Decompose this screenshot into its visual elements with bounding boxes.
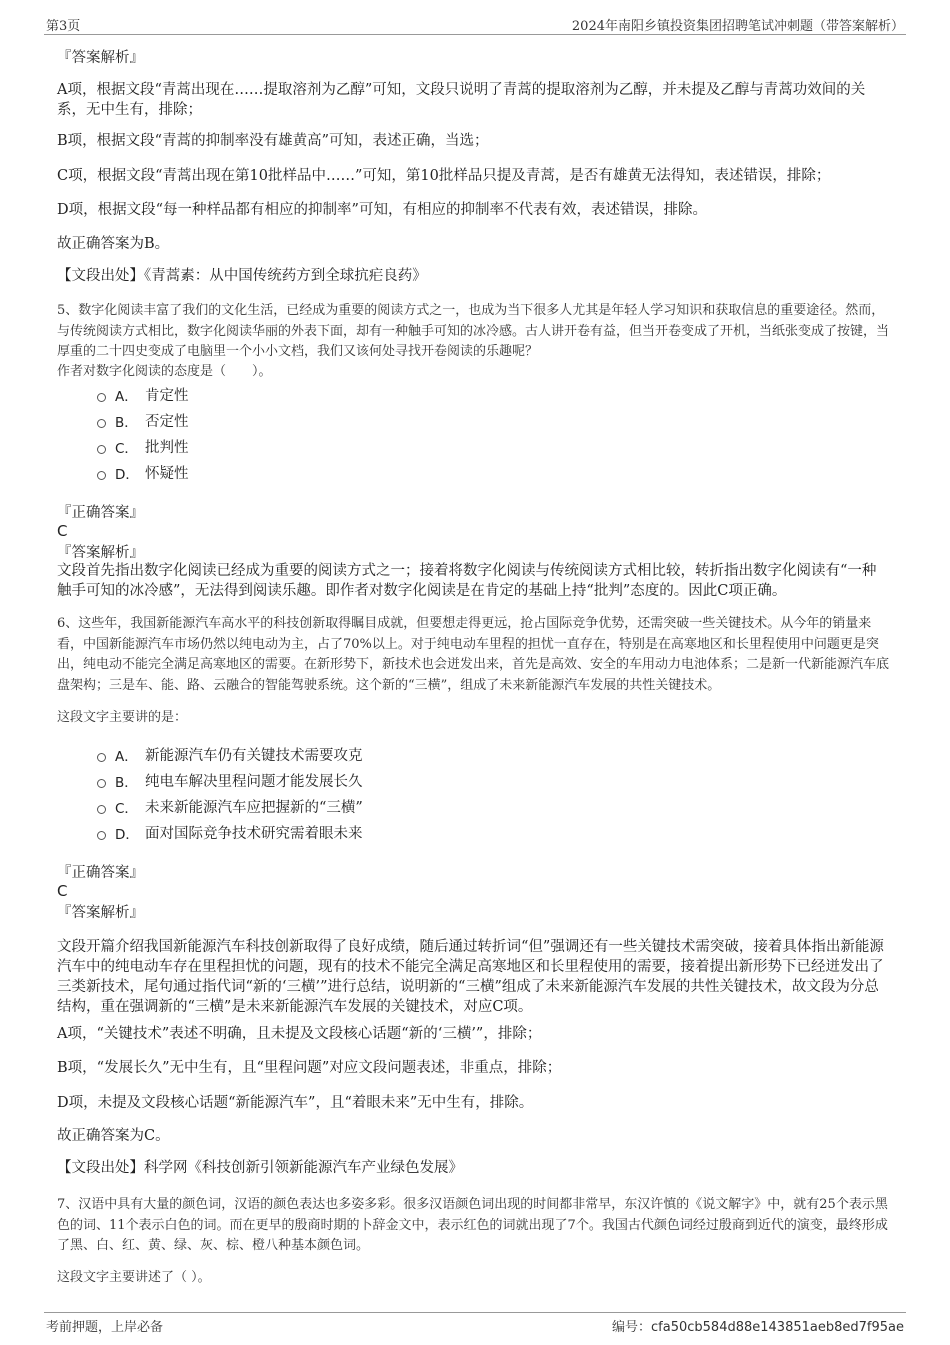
q4-source: 【文段出处】《青蒿素：从中国传统药方到全球抗疟良药》 bbox=[57, 268, 427, 284]
option-text: 肯定性 bbox=[145, 388, 189, 404]
q6-source: 【文段出处】科学网《科技创新引领新能源汽车产业绿色发展》 bbox=[57, 1160, 463, 1176]
footer-code-value: cfa50cb584d88e143851aeb8ed7f95ae bbox=[651, 1320, 904, 1335]
option-letter: B． bbox=[115, 774, 138, 791]
q4-analysis-a: A项，根据文段“青蒿出现在……提取溶剂为乙醇”可知，文段只说明了青蒿的提取溶剂为乙醇，并未提及乙醇与青蒿功效间的关系，无中生有，排除； bbox=[57, 82, 866, 118]
option-text: 批判性 bbox=[145, 440, 189, 456]
q6-stem: 6、这些年，我国新能源汽车高水平的科技创新取得瞩目成就，但要想走得更远，抢占国际竞争优势，还需突破一些关键技术。从今年的销量来看，中国新能源汽车市场仍然以纯电动为主，占了70%以上。对于纯电动车里程的担忧一直存在，特别是在高寒地区和长里程使用中问题更是突出，纯电动不能完全满足高寒地区的需要。在新形势下，新技术也会迸发出来，首先是高效、安全的车用动力电池体系；二是新一代新能源汽车底盘架构；三是车、能、路、云融合的智能驾驶系统。这个新的“三横”，组成了未来新能源汽车发展的共性关键技术。 bbox=[57, 616, 890, 693]
option-letter: D． bbox=[115, 466, 139, 483]
q5-analysis-title: 『答案解析』 bbox=[57, 545, 144, 561]
option-letter: C． bbox=[115, 440, 138, 457]
q6-analysis-title: 『答案解析』 bbox=[57, 905, 144, 921]
q7-question: 这段文字主要讲述了（ ）。 bbox=[57, 1270, 211, 1285]
q4-conclusion: 故正确答案为B。 bbox=[57, 236, 170, 252]
option-text: 未来新能源汽车应把握新的“三横” bbox=[145, 800, 363, 816]
q7-stem: 7、汉语中具有大量的颜色词，汉语的颜色表达也多姿多彩。很多汉语颜色词出现的时间都非常早，东汉许慎的《说文解字》中，就有25个表示黑色的词、11个表示白色的词。而在更早的殷商时期的卜辞金文中，表示红色的词就出现了7个。我国古代颜色词经过殷商到近代的演变，最终形成了黑、白、红、黄、绿、灰、棕、橙八种基本颜色词。 bbox=[57, 1197, 888, 1253]
q5-analysis: 文段首先指出数字化阅读已经成为重要的阅读方式之一；接着将数字化阅读与传统阅读方式相比较，转折指出数字化阅读有“一种触手可知的冰冷感”，无法得到阅读乐趣。即作者对数字化阅读是在肯定的基础上持“批判”态度的。因此C项正确。 bbox=[57, 563, 877, 599]
q6-option-d[interactable] bbox=[97, 822, 363, 843]
page-number: 第3页 bbox=[46, 19, 81, 34]
radio-icon[interactable] bbox=[97, 779, 106, 788]
radio-icon[interactable] bbox=[97, 393, 106, 402]
option-text: 纯电车解决里程问题才能发展长久 bbox=[145, 774, 363, 790]
radio-icon[interactable] bbox=[97, 445, 106, 454]
header-divider bbox=[44, 34, 906, 35]
option-letter: B． bbox=[115, 414, 138, 431]
footer-code-label: 编号： bbox=[612, 1320, 652, 1335]
q5-stem: 5、数字化阅读丰富了我们的文化生活，已经成为重要的阅读方式之一，也成为当下很多人尤其是年轻人学习知识和获取信息的重要途径。然而，与传统阅读方式相比，数字化阅读华丽的外表下面，却有一种触手可知的冰冷感。古人讲开卷有益，但当开卷变成了开机，当纸张变成了按键，当厚重的二十四史变成了电脑里一个小小文档，我们又该何处寻找开卷阅读的乐趣呢？ bbox=[57, 303, 890, 359]
option-text: 新能源汽车仍有关键技术需要攻克 bbox=[145, 748, 363, 764]
q4-analysis-d: D项，根据文段“每一种样品都有相应的抑制率”可知，有相应的抑制率不代表有效，表述错误，排除。 bbox=[57, 202, 707, 218]
q4-analysis-title: 『答案解析』 bbox=[57, 50, 144, 66]
q6-correct-title: 『正确答案』 bbox=[57, 865, 144, 881]
radio-icon[interactable] bbox=[97, 753, 106, 762]
option-text: 面对国际竞争技术研究需着眼未来 bbox=[145, 826, 363, 842]
option-text: 怀疑性 bbox=[145, 466, 189, 482]
q5-option-c[interactable] bbox=[97, 436, 189, 457]
footer-code bbox=[612, 1316, 904, 1335]
q6-correct-answer: C bbox=[57, 882, 68, 900]
footer-slogan: 考前押题，上岸必备 bbox=[46, 1320, 164, 1335]
option-letter: C． bbox=[115, 800, 138, 817]
q6-question: 这段文字主要讲的是： bbox=[57, 710, 188, 725]
q4-analysis-b: B项，根据文段“青蒿的抑制率没有雄黄高”可知，表述正确，当选； bbox=[57, 133, 489, 149]
q6-analysis: 文段开篇介绍我国新能源汽车科技创新取得了良好成绩，随后通过转折词“但”强调还有一些关键技术需突破，接着具体指出新能源汽车中的纯电动车存在里程担忧的问题，现有的技术不能完全满足高寒地区和长里程使用的需要，接着提出新形势下已经迸发出了三类新技术，尾句通过指代词“新的‘三横’”进行总结，说明新的“三横”组成了未来新能源汽车发展的共性关键技术，故文段为分总结构，重在强调新的“三横”是未来新能源汽车发展的关键技术，对应C项。 bbox=[57, 939, 884, 1015]
q5-option-a[interactable] bbox=[97, 384, 189, 405]
q5-question: 作者对数字化阅读的态度是（ ）。 bbox=[57, 364, 272, 379]
q6-analysis-d: D项，未提及文段核心话题“新能源汽车”，且“着眼未来”无中生有，排除。 bbox=[57, 1095, 534, 1111]
q4-analysis-c: C项，根据文段“青蒿出现在第10批样品中……”可知，第10批样品只提及青蒿，是否有雄黄无法得知，表述错误，排除； bbox=[57, 168, 831, 184]
option-text: 否定性 bbox=[145, 414, 189, 430]
q5-option-b[interactable] bbox=[97, 410, 189, 431]
q6-option-b[interactable] bbox=[97, 770, 363, 791]
q5-option-d[interactable] bbox=[97, 462, 189, 483]
q6-option-c[interactable] bbox=[97, 796, 363, 817]
q6-option-a[interactable] bbox=[97, 744, 363, 765]
q6-analysis-b: B项，“发展长久”无中生有，且“里程问题”对应文段问题表述，非重点，排除； bbox=[57, 1060, 562, 1076]
radio-icon[interactable] bbox=[97, 419, 106, 428]
q6-conclusion: 故正确答案为C。 bbox=[57, 1128, 170, 1144]
radio-icon[interactable] bbox=[97, 805, 106, 814]
option-letter: A． bbox=[115, 388, 138, 405]
radio-icon[interactable] bbox=[97, 471, 106, 480]
option-letter: A． bbox=[115, 748, 138, 765]
option-letter: D． bbox=[115, 826, 139, 843]
radio-icon[interactable] bbox=[97, 831, 106, 840]
footer-divider bbox=[44, 1312, 906, 1313]
doc-title: 2024年南阳乡镇投资集团招聘笔试冲刺题（带答案解析） bbox=[571, 19, 904, 34]
q6-analysis-a: A项，“关键技术”表述不明确，且未提及文段核心话题“新的‘三横’”，排除； bbox=[57, 1026, 542, 1042]
q5-correct-answer: C bbox=[57, 522, 68, 540]
q5-correct-title: 『正确答案』 bbox=[57, 505, 144, 521]
